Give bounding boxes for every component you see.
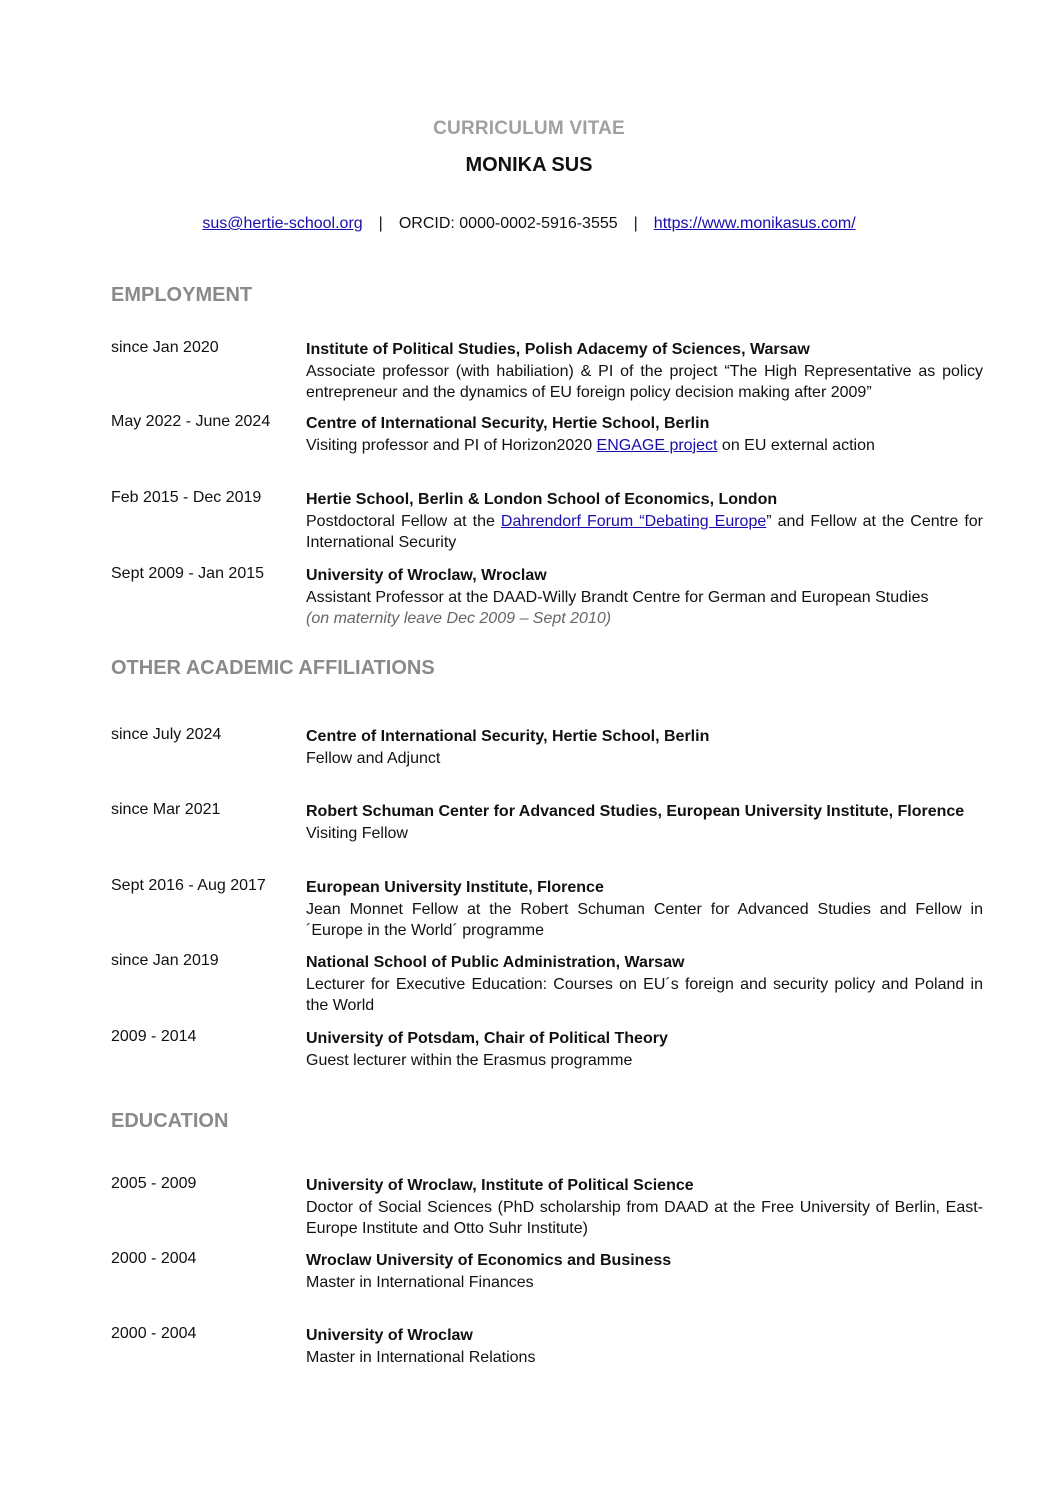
- entry-institution: Robert Schuman Center for Advanced Studies, European University Institute, Florence: [306, 803, 965, 820]
- entry-description: Guest lecturer within the Erasmus programme: [306, 1051, 633, 1069]
- entry-description: [306, 511, 983, 554]
- entry-description: [306, 435, 983, 457]
- entry-body: [306, 413, 983, 456]
- entry-institution: Institute of Political Studies, Polish Adacemy of Sciences, Warsaw: [306, 341, 810, 358]
- entry-date: since July 2024: [111, 726, 222, 743]
- entry-description: Jean Monnet Fellow at the Robert Schuman Center for Advanced Studies and Fellow in ´Europe in the World´ programme: [306, 900, 983, 939]
- description-text: Visiting professor and PI of Horizon2020: [306, 436, 597, 454]
- description-text: ” and Fellow at the Centre for International Security: [306, 512, 984, 551]
- entry-note: (on maternity leave Dec 2009 – Sept 2010): [306, 610, 612, 627]
- entry-description: Master in International Finances: [306, 1273, 534, 1291]
- entry-institution: Centre of International Security, Hertie School, Berlin: [306, 728, 710, 745]
- description-text: Postdoctoral Fellow at the: [306, 512, 501, 530]
- entry-description: Assistant Professor at the DAAD-Willy Brandt Centre for German and European Studies: [306, 588, 929, 606]
- description-text: on EU external action: [717, 436, 875, 454]
- entry-description: Lecturer for Executive Education: Courses on EU´s foreign and security policy and Poland in the World: [306, 975, 983, 1014]
- entry-body: [306, 877, 983, 942]
- entry-institution: University of Wroclaw: [306, 1327, 473, 1344]
- entry-institution: University of Wroclaw, Institute of Political Science: [306, 1177, 694, 1194]
- entry-body: [306, 1175, 983, 1240]
- entry-date: 2009 - 2014: [111, 1028, 197, 1045]
- entry-date: 2005 - 2009: [111, 1175, 197, 1192]
- entry-description: Fellow and Adjunct: [306, 749, 441, 767]
- contact-line: [0, 215, 1058, 233]
- entry-date: since Jan 2020: [111, 339, 219, 356]
- entry-date: since Jan 2019: [111, 952, 219, 969]
- entry-institution: Wroclaw University of Economics and Business: [306, 1252, 672, 1269]
- section-heading-employment: EMPLOYMENT: [111, 284, 253, 306]
- entry-date: Sept 2009 - Jan 2015: [111, 565, 265, 582]
- entry-date: May 2022 - June 2024: [111, 413, 271, 430]
- entry-date: Feb 2015 - Dec 2019: [111, 489, 262, 506]
- entry-body: [306, 1250, 983, 1293]
- separator: |: [378, 215, 383, 232]
- entry-body: [306, 952, 983, 1017]
- entry-body: [306, 565, 983, 630]
- entry-date: since Mar 2021: [111, 801, 221, 818]
- separator: |: [633, 215, 638, 232]
- section-heading-affiliations: OTHER ACADEMIC AFFILIATIONS: [111, 657, 435, 679]
- entry-institution: University of Potsdam, Chair of Political Theory: [306, 1030, 668, 1047]
- dahrendorf-forum-link[interactable]: Dahrendorf Forum “Debating Europe: [500, 512, 767, 530]
- entry-body: [306, 1325, 983, 1368]
- entry-institution: National School of Public Administration, Warsaw: [306, 954, 685, 971]
- orcid-text: ORCID: 0000-0002-5916-3555: [398, 215, 618, 232]
- entry-description: Associate professor (with habiliation) & PI of the project “The High Representative as policy entrepreneur and the dynamics of EU foreign policy decision making after 2009”: [306, 362, 983, 401]
- person-name: MONIKA SUS: [465, 154, 593, 176]
- entry-body: [306, 489, 983, 554]
- entry-institution: University of Wroclaw, Wroclaw: [306, 567, 547, 584]
- entry-institution: European University Institute, Florence: [306, 879, 604, 896]
- website-link[interactable]: https://www.monikasus.com/: [653, 215, 856, 232]
- engage-project-link[interactable]: ENGAGE project: [596, 436, 718, 454]
- entry-body: [306, 726, 983, 769]
- entry-description: Doctor of Social Sciences (PhD scholarship from DAAD at the Free University of Berlin, East-Europe Institute and Otto Suhr Institute): [306, 1198, 983, 1237]
- entry-institution: Hertie School, Berlin & London School of Economics, London: [306, 491, 778, 508]
- document-title: CURRICULUM VITAE: [433, 118, 625, 139]
- entry-date: 2000 - 2004: [111, 1250, 197, 1267]
- entry-body: [306, 1028, 983, 1071]
- entry-body: [306, 801, 983, 844]
- entry-description: Visiting Fellow: [306, 824, 408, 842]
- entry-date: 2000 - 2004: [111, 1325, 197, 1342]
- section-heading-education: EDUCATION: [111, 1110, 229, 1132]
- entry-description: Master in International Relations: [306, 1348, 536, 1366]
- entry-date: Sept 2016 - Aug 2017: [111, 877, 266, 894]
- entry-body: [306, 339, 983, 404]
- email-link[interactable]: sus@hertie-school.org: [202, 215, 363, 232]
- entry-institution: Centre of International Security, Hertie School, Berlin: [306, 415, 710, 432]
